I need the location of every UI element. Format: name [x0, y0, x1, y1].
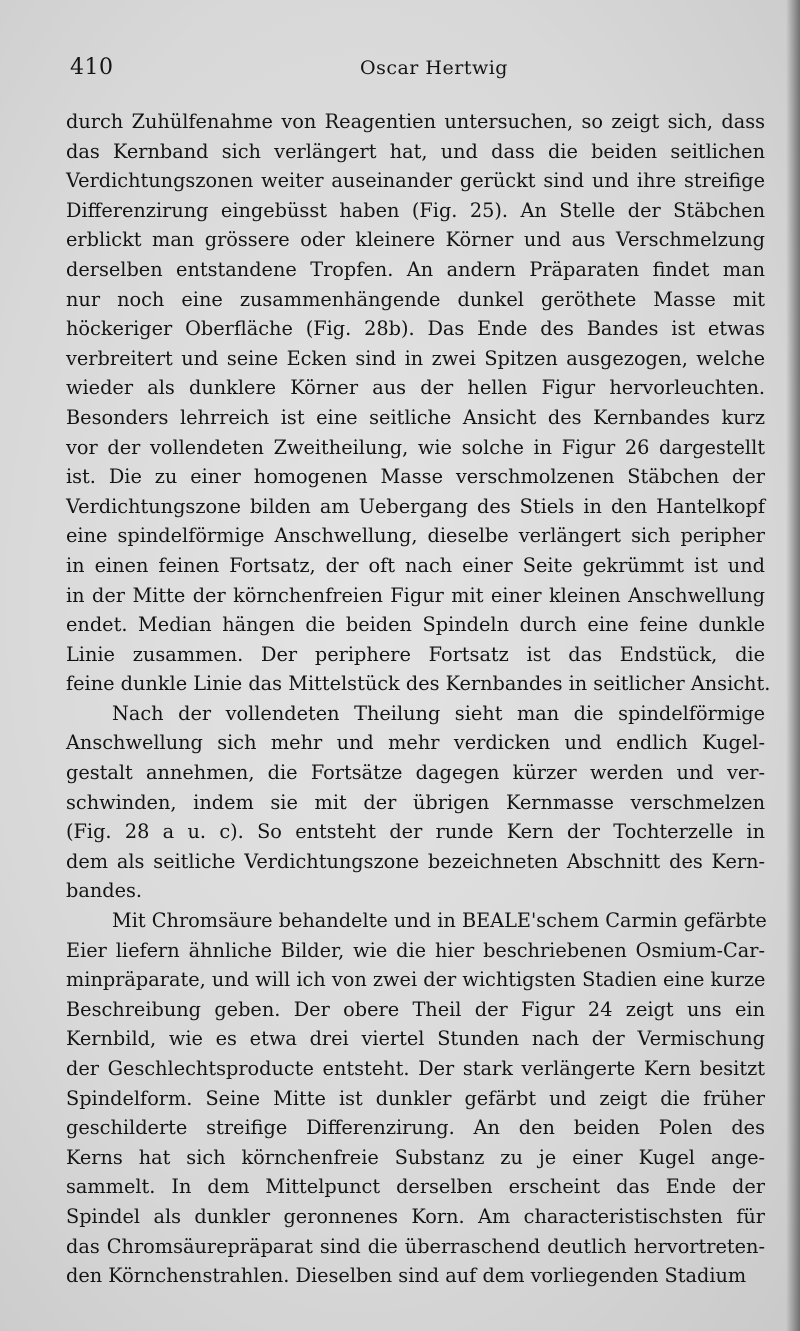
paragraph — [66, 699, 765, 906]
text-line: dem als seitliche Verdichtungszone bezeichneten Abschnitt des Kern- — [66, 849, 765, 873]
text-line: Spindelform. Seine Mitte ist dunkler gefärbt und zeigt die früher — [66, 1086, 765, 1110]
text-line: sammelt. In dem Mittelpunct derselben erscheint das Ende der — [66, 1175, 765, 1199]
text-line: Beschreibung geben. Der obere Theil der Figur 24 zeigt uns ein — [66, 997, 765, 1021]
text-line: eine spindelförmige Anschwellung, dieselbe verlängert sich peripher — [66, 524, 765, 548]
text-line: Verdichtungszone bilden am Uebergang des Stiels in den Hantelkopf — [66, 494, 765, 518]
text-line: Anschwellung sich mehr und mehr verdicken und endlich Kugel- — [66, 731, 765, 755]
text-line: gestalt annehmen, die Fortsätze dagegen kürzer werden und ver- — [66, 761, 765, 785]
text-line: nur noch eine zusammenhängende dunkel geröthete Masse mit — [66, 287, 765, 311]
text-line: den Körnchenstrahlen. Dieselben sind auf dem vorliegenden Stadium — [66, 1264, 747, 1288]
text-line: ist. Die zu einer homogenen Masse verschmolzenen Stäbchen der — [66, 465, 765, 489]
text-line: Differenzirung eingebüsst haben (Fig. 25). An Stelle der Stäbchen — [66, 198, 765, 222]
text-line: schwinden, indem sie mit der übrigen Kernmasse verschmelzen — [66, 790, 765, 814]
text-line: in der Mitte der körnchenfreien Figur mit einer kleinen Anschwellung — [66, 583, 765, 607]
text-line: derselben entstandene Tropfen. An andern Präparaten findet man — [66, 257, 765, 281]
page-header — [70, 55, 760, 85]
text-line: Kerns hat sich körnchenfreie Substanz zu je einer Kugel ange- — [66, 1145, 765, 1169]
running-title: Oscar Hertwig — [360, 57, 508, 79]
text-line: wieder als dunklere Körner aus der hellen Figur hervorleuchten. — [66, 376, 765, 400]
text-line: Besonders lehrreich ist eine seitliche Ansicht des Kernbandes kurz — [66, 405, 765, 429]
text-line: geschilderte streifige Differenzirung. An den beiden Polen des — [66, 1116, 765, 1140]
text-line: Nach der vollendeten Theilung sieht man die spindelförmige — [112, 701, 765, 725]
text-line: höckeriger Oberfläche (Fig. 28b). Das Ende des Bandes ist etwas — [66, 317, 765, 341]
body-text — [66, 107, 771, 1291]
text-line: (Fig. 28 a u. c). So entsteht der runde Kern der Tochterzelle in — [66, 820, 765, 844]
text-line: Verdichtungszonen weiter auseinander gerückt sind und ihre streifige — [66, 169, 765, 193]
text-line: durch Zuhülfenahme von Reagentien untersuchen, so zeigt sich, dass — [66, 110, 765, 133]
text-line: das Kernband sich verlängert hat, und dass die beiden seitlichen — [66, 139, 765, 163]
text-line: das Chromsäurepräparat sind die überraschend deutlich hervortreten- — [66, 1234, 765, 1258]
paragraph — [66, 107, 771, 699]
text-line: feine dunkle Linie das Mittelstück des Kernbandes in seitlicher Ansicht. — [66, 672, 771, 696]
text-line: vor der vollendeten Zweitheilung, wie solche in Figur 26 dargestellt — [66, 435, 765, 459]
page-edge-shadow — [786, 0, 800, 1331]
text-line: Mit Chromsäure behandelte und in BEALE'schem Carmin gefärbte — [112, 909, 767, 933]
text-line: Kernbild, wie es etwa drei viertel Stunden nach der Vermischung — [66, 1027, 765, 1051]
text-line: Spindel als dunkler geronnenes Korn. Am characteristischsten für — [66, 1204, 765, 1228]
paragraph — [66, 906, 765, 1291]
text-line: bandes. — [66, 879, 143, 903]
text-line: Eier liefern ähnliche Bilder, wie die hier beschriebenen Osmium-Car- — [66, 938, 765, 962]
text-line: Linie zusammen. Der periphere Fortsatz ist das Endstück, die — [66, 642, 765, 666]
text-line: erblickt man grössere oder kleinere Körner und aus Verschmelzung — [66, 228, 765, 252]
text-line: der Geschlechtsproducte entsteht. Der stark verlängerte Kern besitzt — [66, 1057, 765, 1080]
text-line: in einen feinen Fortsatz, der oft nach einer Seite gekrümmt ist und — [66, 553, 765, 577]
page-number: 410 — [70, 55, 114, 80]
text-line: verbreitert und seine Ecken sind in zwei Spitzen ausgezogen, welche — [66, 346, 765, 370]
text-line: endet. Median hängen die beiden Spindeln durch eine feine dunkle — [66, 613, 765, 637]
text-line: minpräparate, und will ich von zwei der wichtigsten Stadien eine kurze — [66, 968, 766, 992]
